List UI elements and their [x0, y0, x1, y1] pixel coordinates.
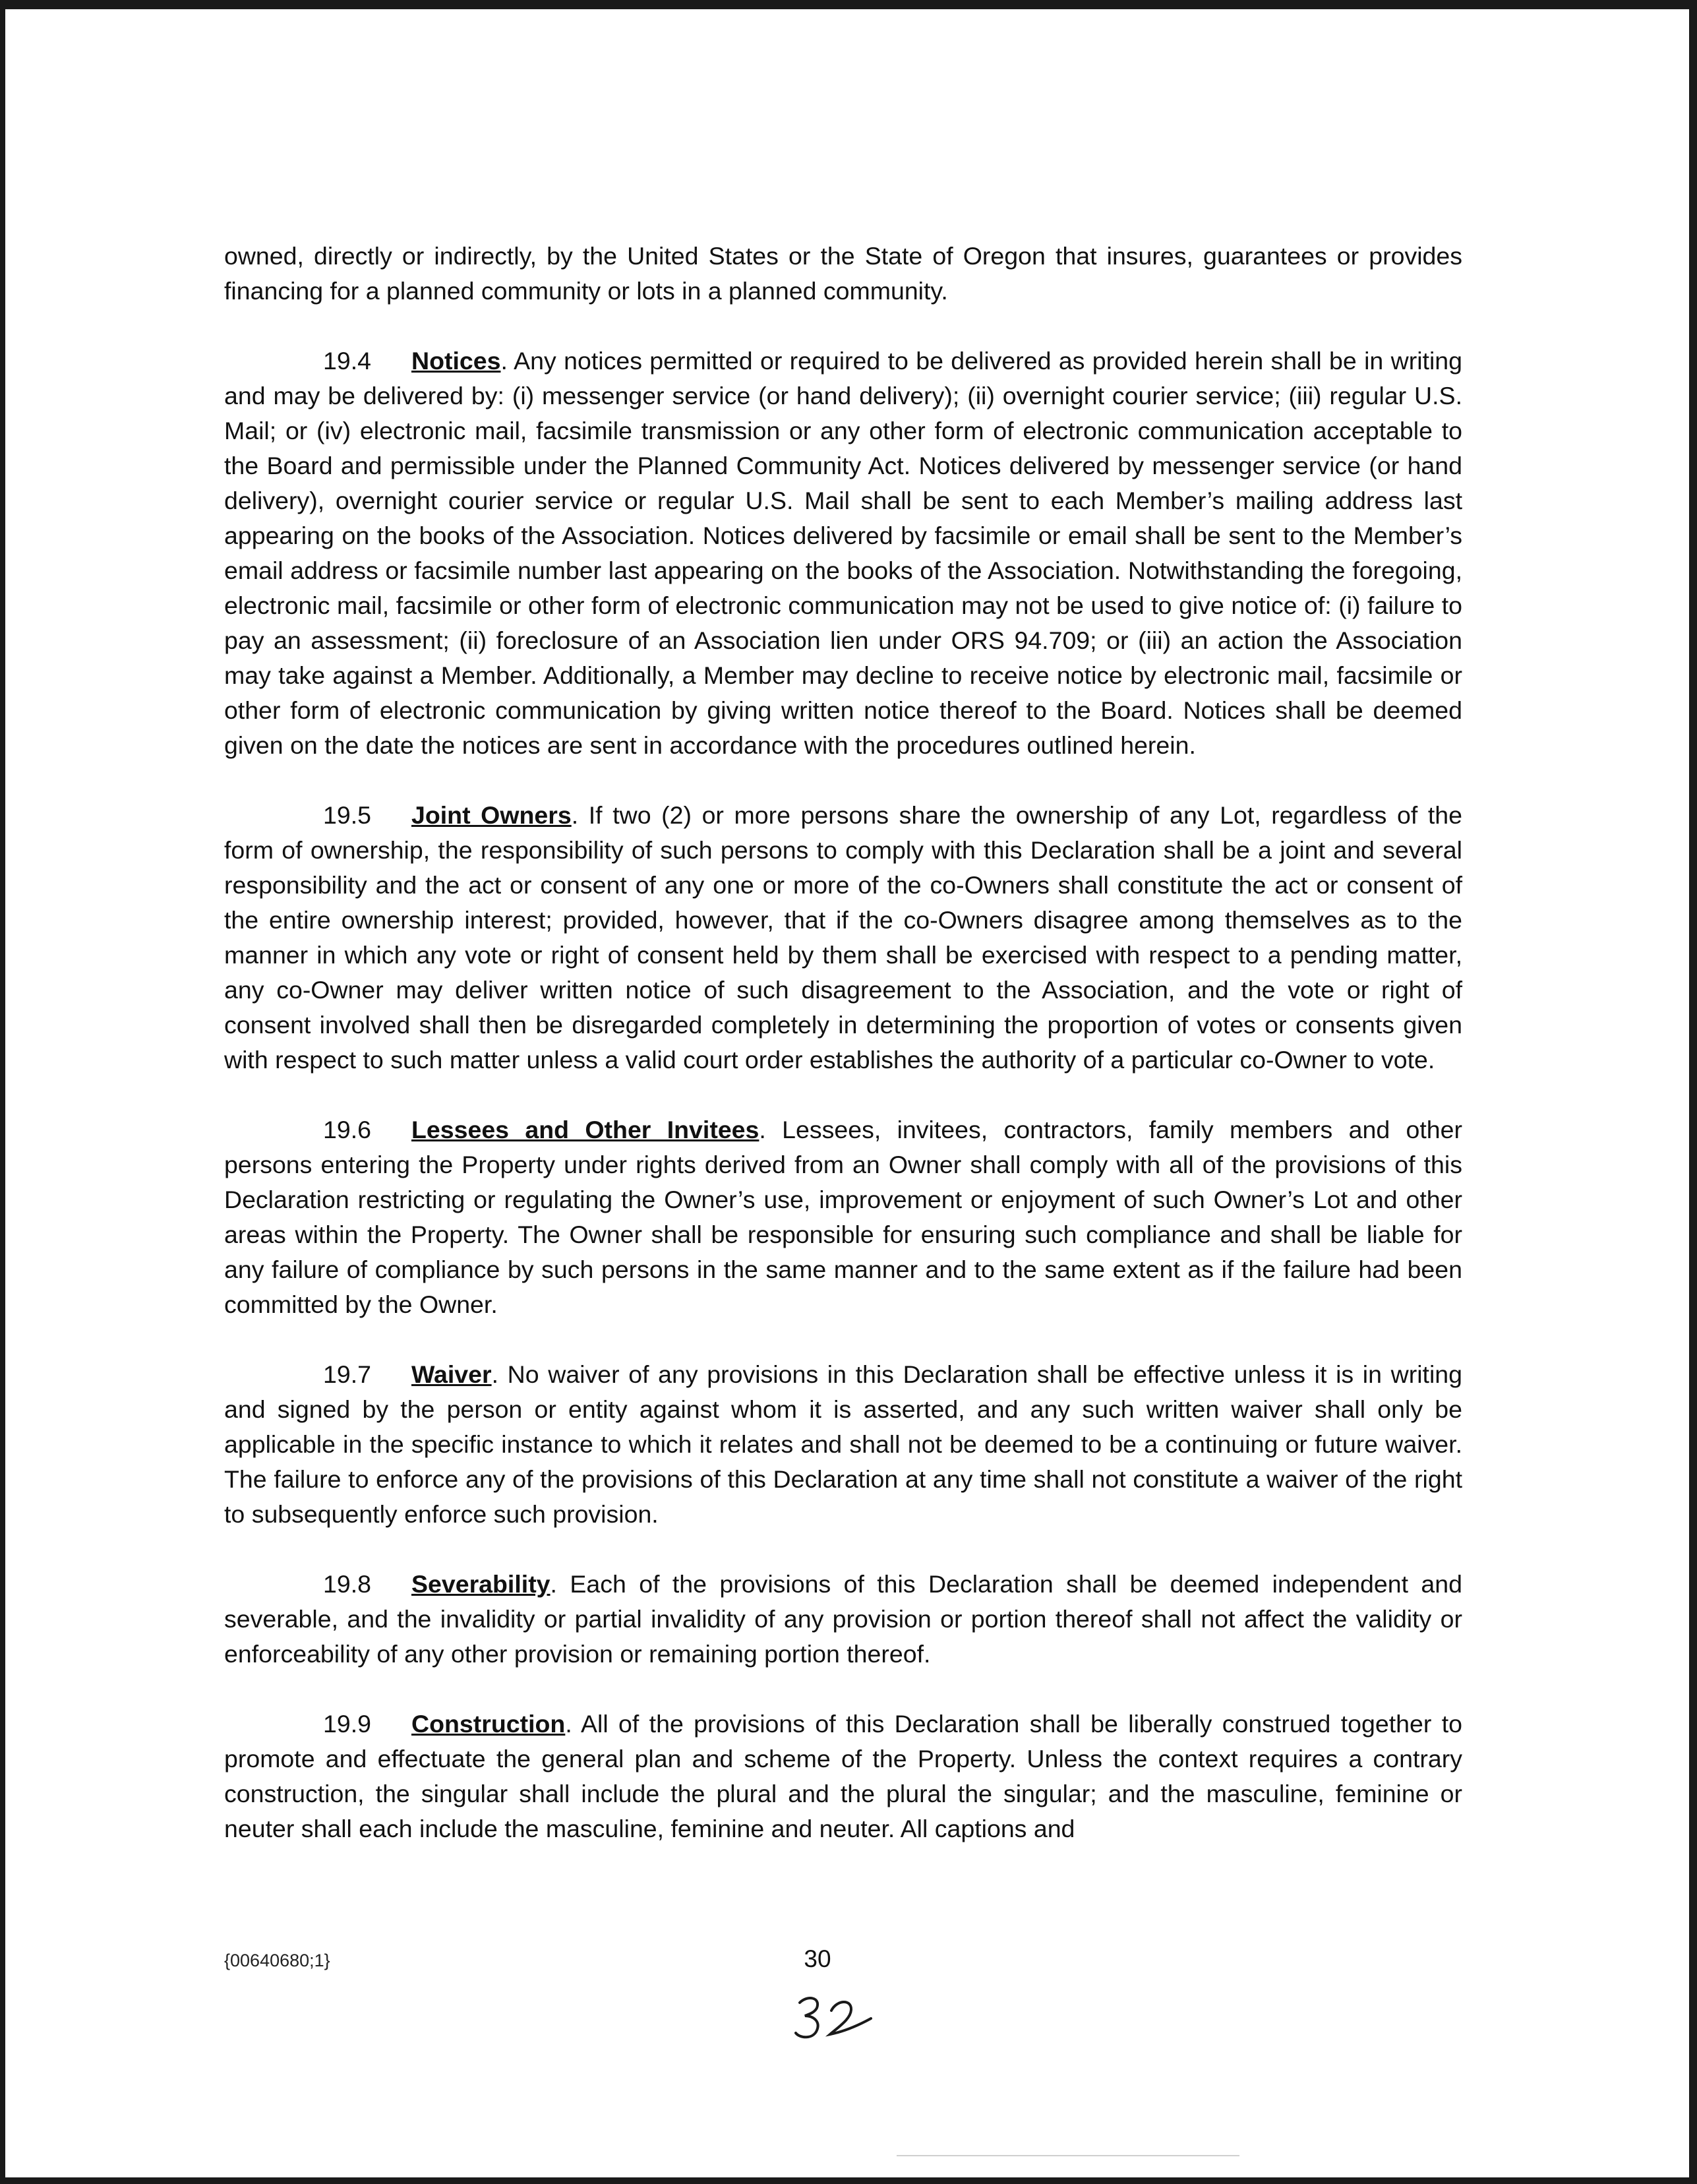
section-number: 19.7	[323, 1360, 371, 1388]
section-19-9-construction	[224, 1707, 1462, 1846]
scan-border-top	[0, 0, 1697, 9]
section-heading: Severability	[411, 1570, 551, 1598]
paragraph-text: owned, directly or indirectly, by the United States or the State of Oregon that insures, guarantees or provides financing for a planned community or lots in a planned community.	[224, 242, 1462, 305]
section-heading: Notices	[411, 347, 501, 375]
document-body	[224, 239, 1462, 1881]
section-19-6-lessees	[224, 1112, 1462, 1322]
scan-border-right	[1689, 0, 1697, 2184]
section-text: . Lessees, invitees, contractors, family members and other persons entering the Property under rights derived from an Owner shall comply with all of the provisions of this Declaration restricting or regulating the Owner’s use, improvement or enjoyment of such Owner’s Lot and other areas within the Property. The Owner shall be responsible for ensuring such compliance and shall be liable for any failure of compliance by such persons in the same manner and to the same extent as if the failure had been committed by the Owner.	[224, 1116, 1462, 1318]
section-heading: Joint Owners	[411, 801, 572, 829]
section-number: 19.9	[323, 1710, 371, 1738]
footer-document-id: {00640680;1}	[224, 1951, 330, 1970]
section-number: 19.5	[323, 801, 371, 829]
section-heading: Waiver	[411, 1360, 492, 1388]
section-text: . No waiver of any provisions in this Declaration shall be effective unless it is in writing and signed by the person or entity against whom it is asserted, and any such written waiver shall only be applicable in the specific instance to which it relates and shall not be deemed to be a continuing or future waiver. The failure to enforce any of the provisions of this Declaration at any time shall not constitute a waiver of the right to subsequently enforce such provision.	[224, 1360, 1462, 1528]
section-19-4-notices	[224, 344, 1462, 763]
section-19-8-severability	[224, 1567, 1462, 1672]
section-heading: Construction	[411, 1710, 566, 1738]
section-number: 19.6	[323, 1116, 371, 1143]
section-text: . If two (2) or more persons share the ownership of any Lot, regardless of the form of ownership, the responsibility of such persons to comply with this Declaration shall be a joint and several responsibility and the act or consent of any one or more of the co-Owners shall constitute the act or consent of the entire ownership interest; provided, however, that if the co-Owners disagree among themselves as to the manner in which any vote or right of consent held by them shall be exercised with respect to a pending matter, any co-Owner may deliver written notice of such disagreement to the Association, and the vote or right of consent involved shall then be disregarded completely in determining the proportion of votes or consents given with respect to such matter unless a valid court order establishes the authority of a particular co-Owner to vote.	[224, 801, 1462, 1074]
section-number: 19.4	[323, 347, 371, 375]
section-text: . Each of the provisions of this Declaration shall be deemed independent and severable, and the invalidity or partial invalidity of any provision or portion thereof shall not affect the validity or enforceability of any other provision or remaining portion thereof.	[224, 1570, 1462, 1668]
scan-border-bottom	[0, 2177, 1697, 2184]
section-number: 19.8	[323, 1570, 371, 1598]
section-text: . Any notices permitted or required to be delivered as provided herein shall be in writing and may be delivered by: (i) messenger service (or hand delivery); (ii) overnight courier service; (iii) regular U.S. Mail; or (iv) electronic mail, facsimile transmission or any other form of electronic communication acceptable to the Board and permissible under the Planned Community Act. Notices delivered by messenger service (or hand delivery), overnight courier service or regular U.S. Mail shall be sent to each Member’s mailing address last appearing on the books of the Association. Notices delivered by facsimile or email shall be sent to the Member’s email address or facsimile number last appearing on the books of the Association. Notwithstanding the foregoing, electronic mail, facsimile or other form of electronic communication may not be used to give notice of: (i) failure to pay an assessment; (ii) foreclosure of an Association lien under ORS 94.709; or (iii) an action the Association may take against a Member. Additionally, a Member may decline to receive notice by electronic mail, facsimile or other form of electronic communication by giving written notice thereof to the Board. Notices shall be deemed given on the date the notices are sent in accordance with the procedures outlined herein.	[224, 347, 1462, 759]
scan-artifact-line	[897, 2155, 1239, 2156]
section-19-5-joint-owners	[224, 798, 1462, 1077]
page-number: 30	[804, 1945, 831, 1972]
section-19-7-waiver	[224, 1357, 1462, 1532]
handwritten-page-number	[788, 1988, 880, 2048]
section-heading: Lessees and Other Invitees	[411, 1116, 759, 1143]
paragraph-continuation	[224, 239, 1462, 309]
scan-border-left	[0, 0, 5, 2184]
section-text: . All of the provisions of this Declaration shall be liberally construed together to promote and effectuate the general plan and scheme of the Property. Unless the context requires a contrary construction, the singular shall include the plural and the plural the singular; and the masculine, feminine or neuter shall each include the masculine, feminine and neuter. All captions and	[224, 1710, 1462, 1842]
